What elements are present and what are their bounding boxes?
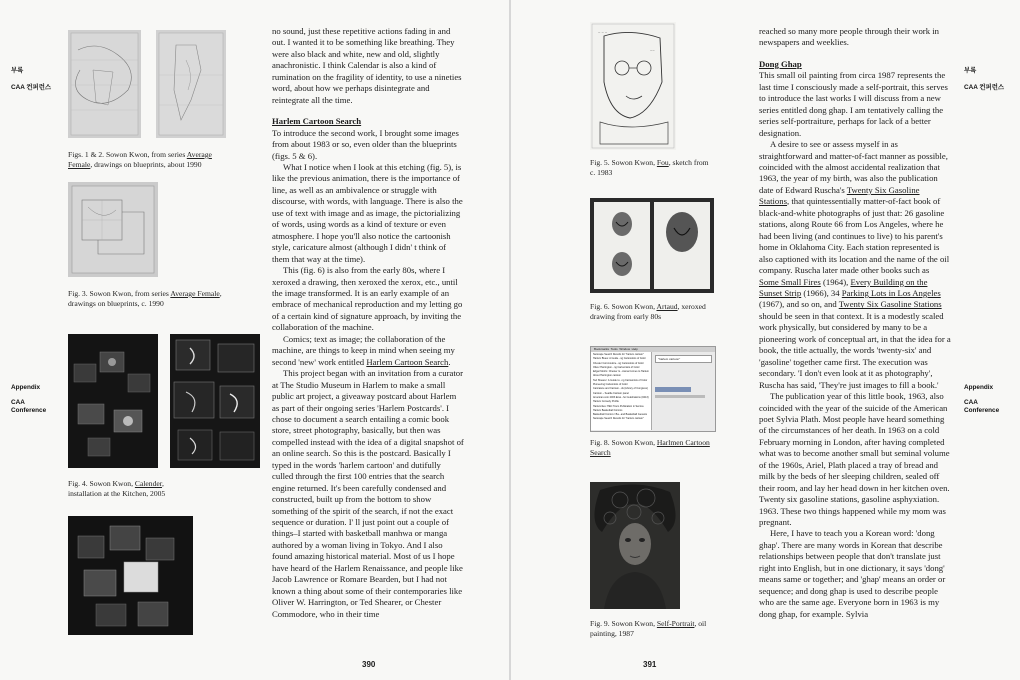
caption-link: Calender [134, 479, 162, 488]
screenshot-bookmark-list [591, 352, 652, 430]
screenshot-list-item: Harlemrites: HEC Tours Publication in Service [593, 404, 644, 408]
screenshot-list-item: Oliver Harrington...ng Cartoonists of Color [593, 365, 640, 369]
section-heading-harlem-cartoon-search: Harlem Cartoon Search [272, 116, 362, 127]
screenshot-list-item: Caricature and Cartoon...ds (Library of Congress) [593, 387, 648, 391]
caption-link: Average Female [68, 150, 212, 169]
figure-8-search-screenshot [590, 346, 716, 432]
work-title: Parking Lots in Los Angeles [841, 287, 941, 298]
figure-9-self-portrait-painting [590, 482, 680, 609]
left-page [0, 0, 509, 680]
figure-4-installation-photo-c [68, 516, 193, 635]
paragraph: This small oil painting from circa 1987 represents the last time I consciously made a self-portrait, this serves to introduce the last works I will discuss from a new series entitled dong ghap. I am tentatively calling the series self-portraiture, perhaps for lack of a better designation. [759, 70, 948, 138]
svg-text:~ ~ ~: ~ ~ ~ [598, 30, 608, 35]
screenshot-list-item: Edgar Morris: Chester Is...icama Comes to Harlem [593, 370, 649, 374]
right-text-column [759, 26, 951, 620]
screenshot-list-item: Cartoon – Seattle Cartoon panel [593, 391, 629, 395]
caption-fig-3: Fig. 3. Sowon Kwon, from series Average Female, drawings on blueprints, c. 1990 [68, 289, 222, 308]
screenshot-menubar: Bookmarks Tools Window Help [591, 347, 715, 352]
paragraph: This (fig. 6) is also from the early 80s, where I xeroxed a drawing, then xeroxed the xerox, etc., until the image transformed. It is an early example of an embrace of mechanical reproduction and my letting go of a certain kind of signature approach, by inviting the collaboration of the machine. [272, 265, 463, 333]
screenshot-list-item: Pioneering Cartoonists of Color [593, 383, 628, 387]
figure-6-xeroxed-drawing [590, 198, 714, 293]
paragraph: This project began with an invitation from a curator at The Studio Museum in Harlem to make a small public art project, a giveaway postcard about Harlem as part of their ongoing series 'Harlem Postcards'. I chose to document a search entailing a comic book store, street photography, basically, but then was compelled instead with the idea of a digital snapshot of an online search. So this is the postcard. Basically I typed in the words 'harlem cartoon' and dutifully culled through the first 100 entries that the search engine returned. It's been carefully condensed and constructed, built up from the bottom to show something of the spirit of the search, if not the exact sequence or duration. I' ll just point out a couple of things–I started with basketball manhwa or manga authored by a woman living in Tokyo. And I also found amazing historical material. Most of us I hope have heard of the Harlem Renaissance, and people like Jacob Lawrence or Romare Bearden, but I had not known a thing about some of their contemporaries like Oliver W. Harrington, or Ted Shearer, or Chester Commodore, who in their time [272, 368, 464, 619]
caption-fig-8: Fig. 8. Sowon Kwon, Harlmen Cartoon Search [590, 438, 710, 457]
page-number-left: 390 [362, 660, 376, 669]
page-number-right: 391 [643, 660, 657, 669]
screenshot-search-field: "harlem cartoon" [655, 355, 712, 363]
paragraph: A desire to see or assess myself in as straightforward and matter-of-fact manner as possible, coincided with the almost accidental realization that 1963, the year of my birth, was also the publication date of Edward Ruscha's Twenty Six Gasoline Stations, that quintessentially matter-of-fact book of black-and-white photographs of just that: 26 gasoline stations, along Route 66 from Los Angeles, where he had been living (and continues to live) to his parent's home in Oklahoma City. Each station represented is also captioned with its location and the name of the oil company. Ruscha later made other books such as Some Small Fires (1964), Every Building on the Sunset Strip (1966), 34 Parking Lots in Los Angeles (1967), and so on, and Twenty Six Gasoline Stations should be seen in that context. It is a modestly scaled work physically, but considered by many to be a pioneering work of conceptual art, in that the idea for a book, the title actually, the words 'twenty-six' and 'gasoline' together came first. The execution was secondary. 'I don't even look at it as photography', Ruscha has said, 'They're just images to fill a book.' [759, 139, 951, 390]
screenshot-list-item: About Harrington cartoon [593, 374, 621, 378]
caption-link: Artaud [656, 302, 678, 311]
caption-fig-4: Fig. 4. Sowon Kwon, Calender, installation at the Kitchen, 2005 [68, 479, 166, 498]
caption-figs-1-2: Figs. 1 & 2. Sowon Kwon, from series Average Female, drawings on blueprints, about 1990 [68, 150, 212, 169]
caption-link: Self-Portrait [656, 619, 695, 628]
section-heading-dong-ghap: Dong Ghap [759, 58, 802, 69]
side-label-korean: 부록 CAA 컨퍼런스 [11, 67, 52, 91]
left-text-column [272, 26, 464, 620]
screenshot-list-item: Harlem Blues: A Guide...ng Cartoonists of Color [593, 357, 646, 361]
screenshot-list-item: Netscape Search Results for "harlem cartoon" [593, 353, 644, 356]
paragraph: What I notice when I look at this etching (fig. 5), is like the previous animation, there is the importance of line, as well as an ambivalence or struggle with discourse, with words, with language. There is also the use of text with image and as image, the pictorializing of words, using words as a kind of texture or even atmosphere. I hope you'll also notice the cartoonish style, caricature almost (although I didn' t think of them that way at the time). [272, 161, 463, 264]
paragraph: no sound, just these repetitive actions fading in and out. I wanted it to be something like breathing. They were also black and white, new and old, slightly anachronistic. I think Calendar is also a kind of rumination on the fragility of identity, to use a nineties word, about how we perhaps disintegrate and reintegrate all the time. [272, 26, 462, 105]
caption-fig-9: Fig. 9. Sowon Kwon, Self-Portrait, oil painting, 1987 [590, 619, 707, 638]
side-label-appendix-right: Appendix CAA Conference [964, 384, 1000, 414]
caption-link: Harlmen Cartoon Search [590, 438, 710, 457]
caption-link: Fou [656, 158, 669, 167]
paragraph: To introduce the second work, I brought some images from about 1983 or so, even older than the blueprints (figs. 5 & 6). [272, 127, 459, 161]
figure-4-installation-photo-a [68, 334, 158, 468]
figure-3-blueprint-drawing [68, 182, 158, 277]
figure-1-blueprint-drawing [68, 30, 141, 138]
side-label-appendix: Appendix CAA Conference [11, 384, 47, 414]
screenshot-list-item: Basketball Comics / Ba...and Basketball Genesis [593, 413, 648, 417]
figure-2-blueprint-drawing [156, 30, 226, 138]
paragraph: reached so many more people through their work in newspapers and weeklies. [759, 26, 939, 48]
caption-fig-6: Fig. 6. Sowon Kwon, Artaud, xeroxed drawing from early 80s [590, 302, 706, 321]
figure-5-sketch [590, 22, 676, 150]
svg-text:~~: ~~ [650, 48, 655, 53]
screenshot-list-item: Chester Commodore...ng Cartoonists of Color [593, 361, 644, 365]
work-title: Twenty Six Gasoline Stations [838, 299, 942, 310]
screenshot-list-item: American.com 2003 Eras...ho Celebrations (#413) [593, 395, 649, 399]
right-page [511, 0, 1020, 680]
paragraph: The publication year of this little book, 1963, also coincided with the year of the suicide of the American poet Sylvia Plath. Most people have heard something of the circumstances of her death. In 1963 on a cold February morning in London, after having completed what was to become another small but seminal volume of the 1960s, Ariel, Plath placed a tray of bread and milk by the beds of her sleeping children, sealed off their room, and lay her head down in her kitchen oven. Twenty six gasoline stations, gasoline asphyxiation. 1963. These two things happened while my mom was pregnant. [759, 391, 950, 528]
work-title: Harlem Cartoon Search [366, 356, 449, 367]
figure-4-installation-photo-b [170, 334, 260, 468]
screenshot-list-item: Harlem Basketball Comics [593, 408, 623, 412]
screenshot-list-item: Netscape Search Results for "harlem cartoon" [593, 417, 644, 421]
work-title: Some Small Fires [759, 276, 821, 287]
screenshot-list-item: Harlem Comedy Profile [593, 400, 619, 404]
caption-fig-5: Fig. 5. Sowon Kwon, Fou, sketch from c. 1983 [590, 158, 709, 177]
caption-link: Average Female [170, 289, 220, 298]
work-title: Every Building on the Sunset Strip [759, 276, 928, 298]
side-label-korean-right: 부록 CAA 컨퍼런스 [964, 67, 1005, 91]
screenshot-list-item: Ted Shearer: A Guide to...ng Cartoonists of Color [593, 378, 648, 382]
work-title: Twenty Six Gasoline Stations [759, 184, 920, 207]
paragraph: Comics; text as image; the collaboration of the machine, are things to keep in mind when seeing my second 'new' work entitled Harlem Cartoon Search. [272, 333, 455, 367]
paragraph: Here, I have to teach you a Korean word: 'dong ghap'. There are many words in Korean that describe relationships between people that don't translate just right into English, but in one dictionary, it says 'dong' means same or together; and 'ghap' means an order or sequence; and dong ghap is used to describe people who are the same age. Everyone born in 1963 is my dong ghap, for example. Sylvia [759, 528, 946, 619]
